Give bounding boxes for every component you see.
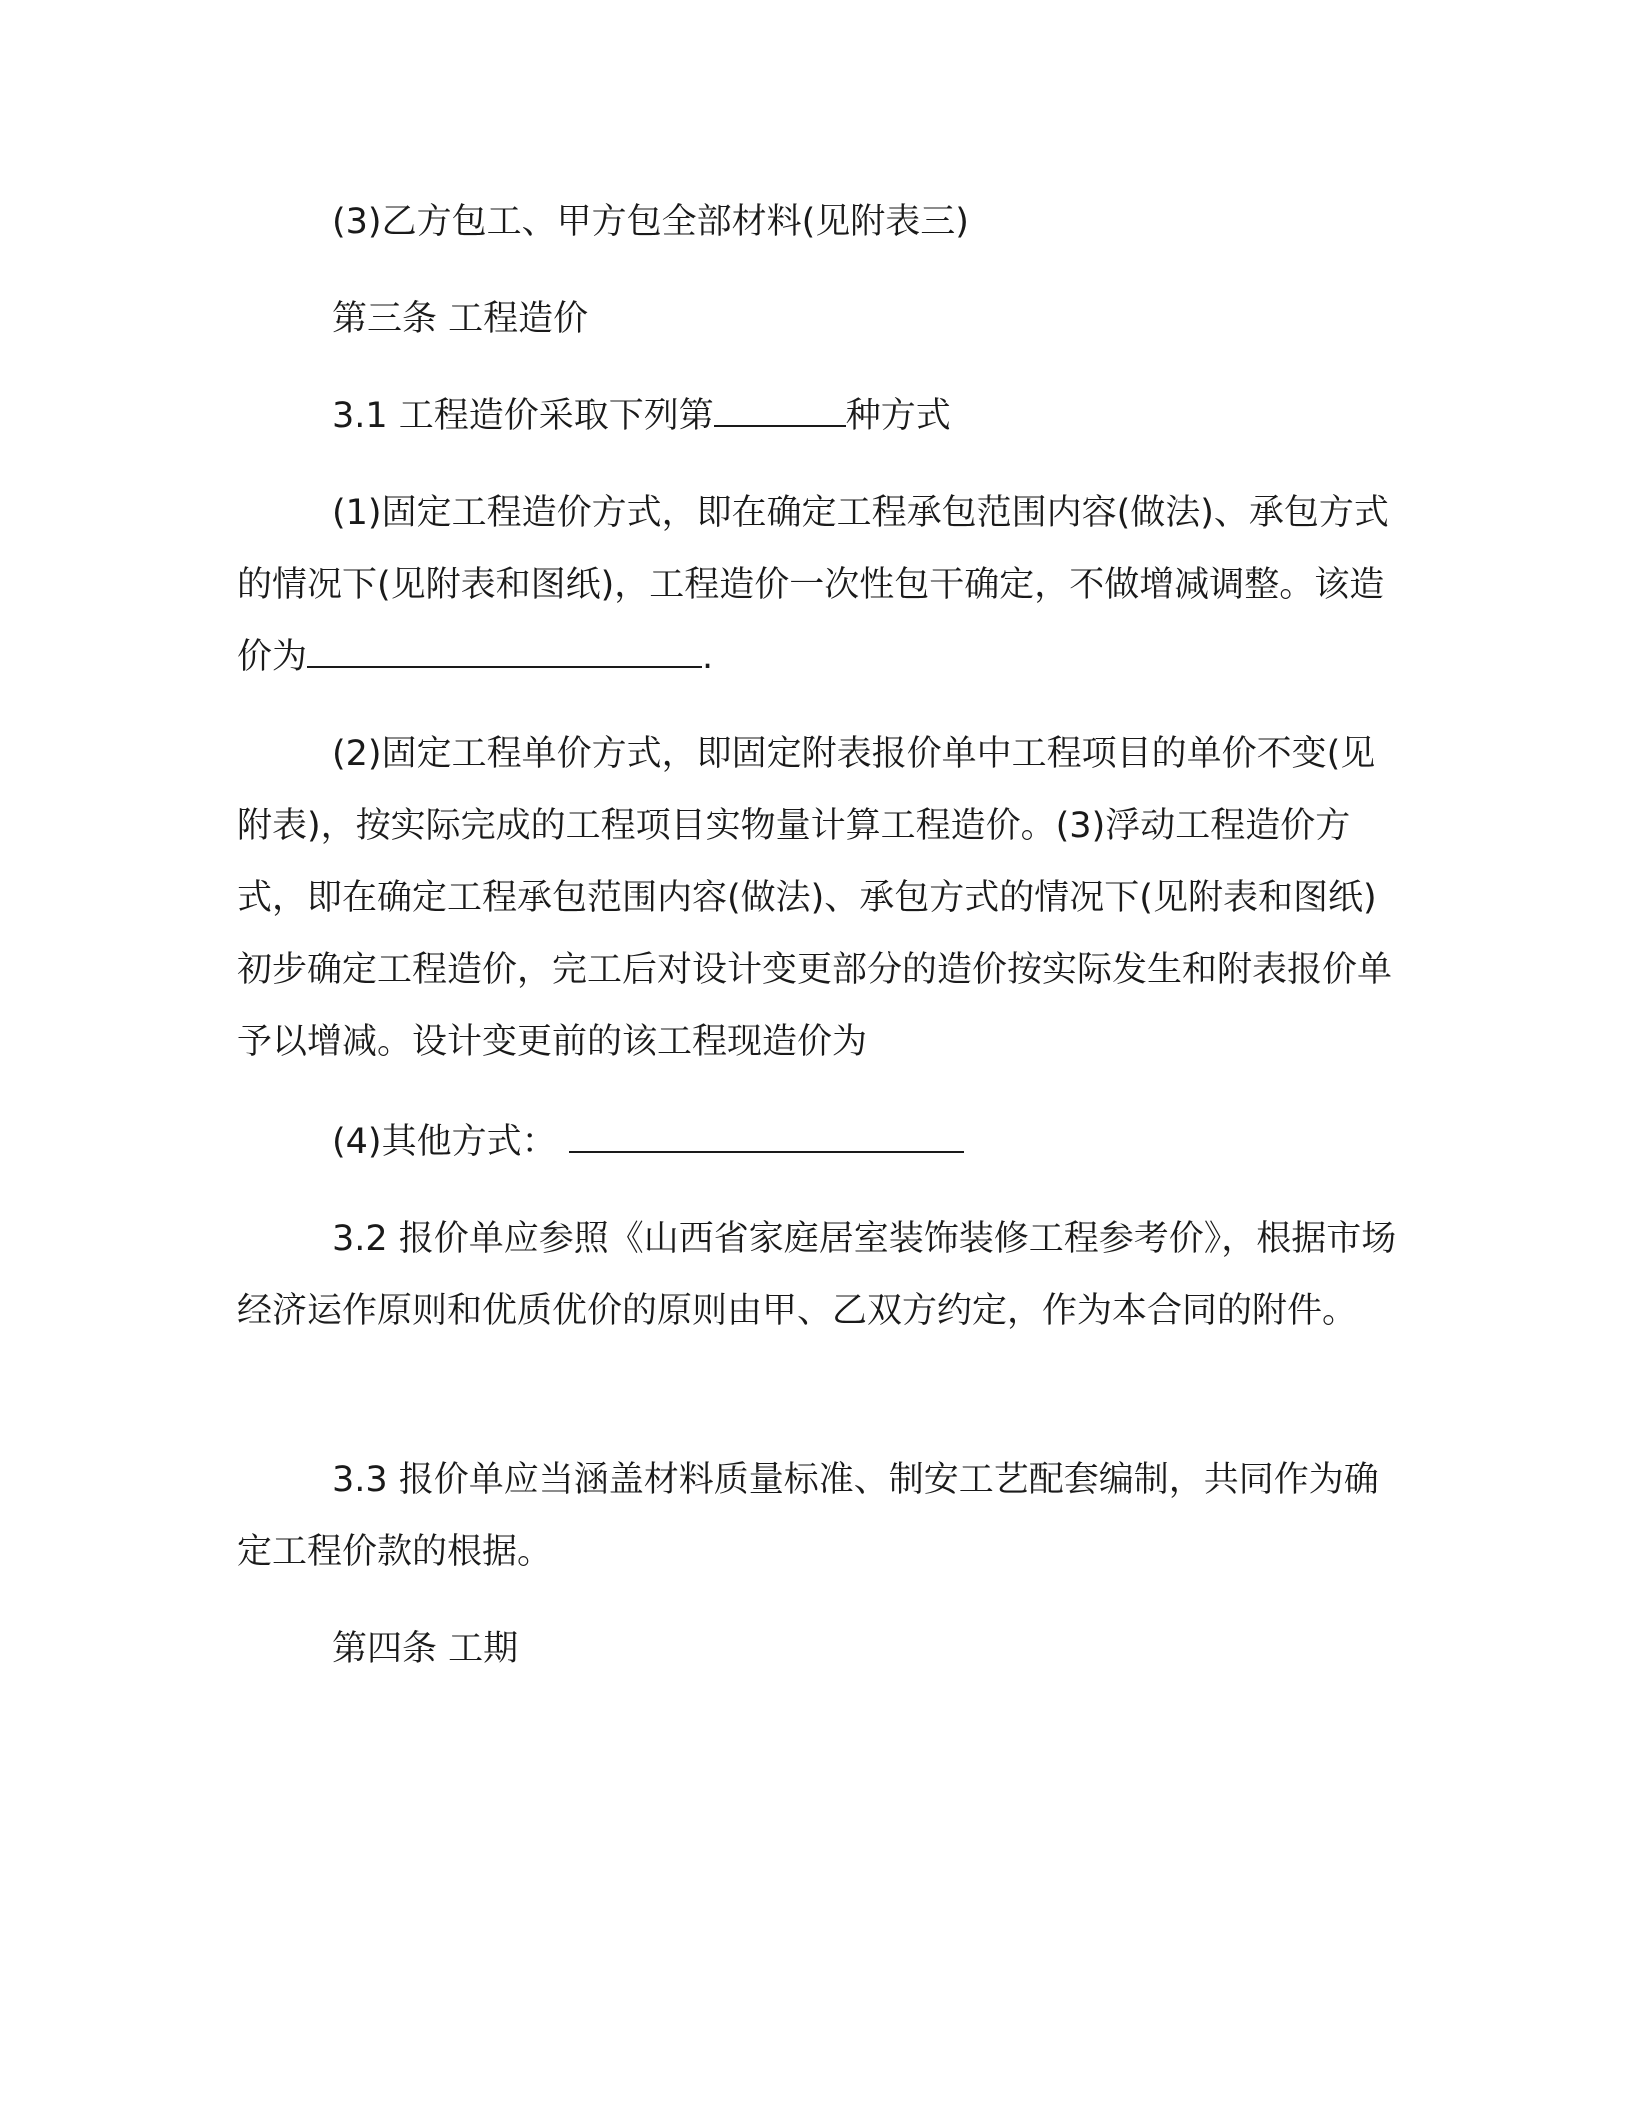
paragraph-text: 3.2 报价单应参照《山西省家庭居室装饰装修工程参考价》，根据市场经济运作原则和优质优价的原则由甲、乙双方约定，作为本合同的附件。: [237, 1219, 1397, 1331]
paragraph-other-method: [332, 1106, 1492, 1178]
fill-in-blank[interactable]: [307, 622, 702, 668]
paragraph-unit-price: [237, 718, 1397, 1078]
paragraph-text: .: [702, 637, 714, 677]
paragraph-fixed-price: [237, 477, 1397, 693]
heading-text: 第四条 工期: [332, 1629, 519, 1669]
paragraph-text: (3)乙方包工、甲方包全部材料(见附表三): [332, 202, 969, 242]
fill-in-blank[interactable]: [569, 1107, 964, 1153]
section-heading-article-4: [332, 1613, 1492, 1685]
paragraph-text: 种方式: [845, 396, 951, 436]
heading-text: 第三条 工程造价: [332, 299, 589, 339]
paragraph-3-3: [237, 1444, 1397, 1588]
paragraph-text: 3.3 报价单应当涵盖材料质量标准、制安工艺配套编制，共同作为确定工程价款的根据。: [237, 1460, 1379, 1572]
paragraph-contract-mode: [332, 186, 1492, 258]
paragraph-text: (1)固定工程造价方式，即在确定工程承包范围内容(做法)、承包方式的情况下(见附表和图纸)，工程造价一次性包干确定，不做增减调整。该造价为: [237, 493, 1389, 677]
paragraph-text: (4)其他方式：: [332, 1122, 557, 1162]
paragraph-text: (2)固定工程单价方式，即固定附表报价单中工程项目的单价不变(见附表)，按实际完成的工程项目实物量计算工程造价。(3)浮动工程造价方式，即在确定工程承包范围内容(做法)、承包方式的情况下(见附表和图纸)初步确定工程造价，完工后对设计变更部分的造价按实际发生和附表报价单予以增减。设计变更前的该工程现造价为: [237, 734, 1393, 1062]
fill-in-blank[interactable]: [714, 381, 846, 427]
paragraph-3-1: [332, 380, 1492, 452]
paragraph-text: 3.1 工程造价采取下列第: [332, 396, 714, 436]
section-heading-article-3: [332, 283, 1492, 355]
paragraph-3-2: [237, 1203, 1397, 1347]
